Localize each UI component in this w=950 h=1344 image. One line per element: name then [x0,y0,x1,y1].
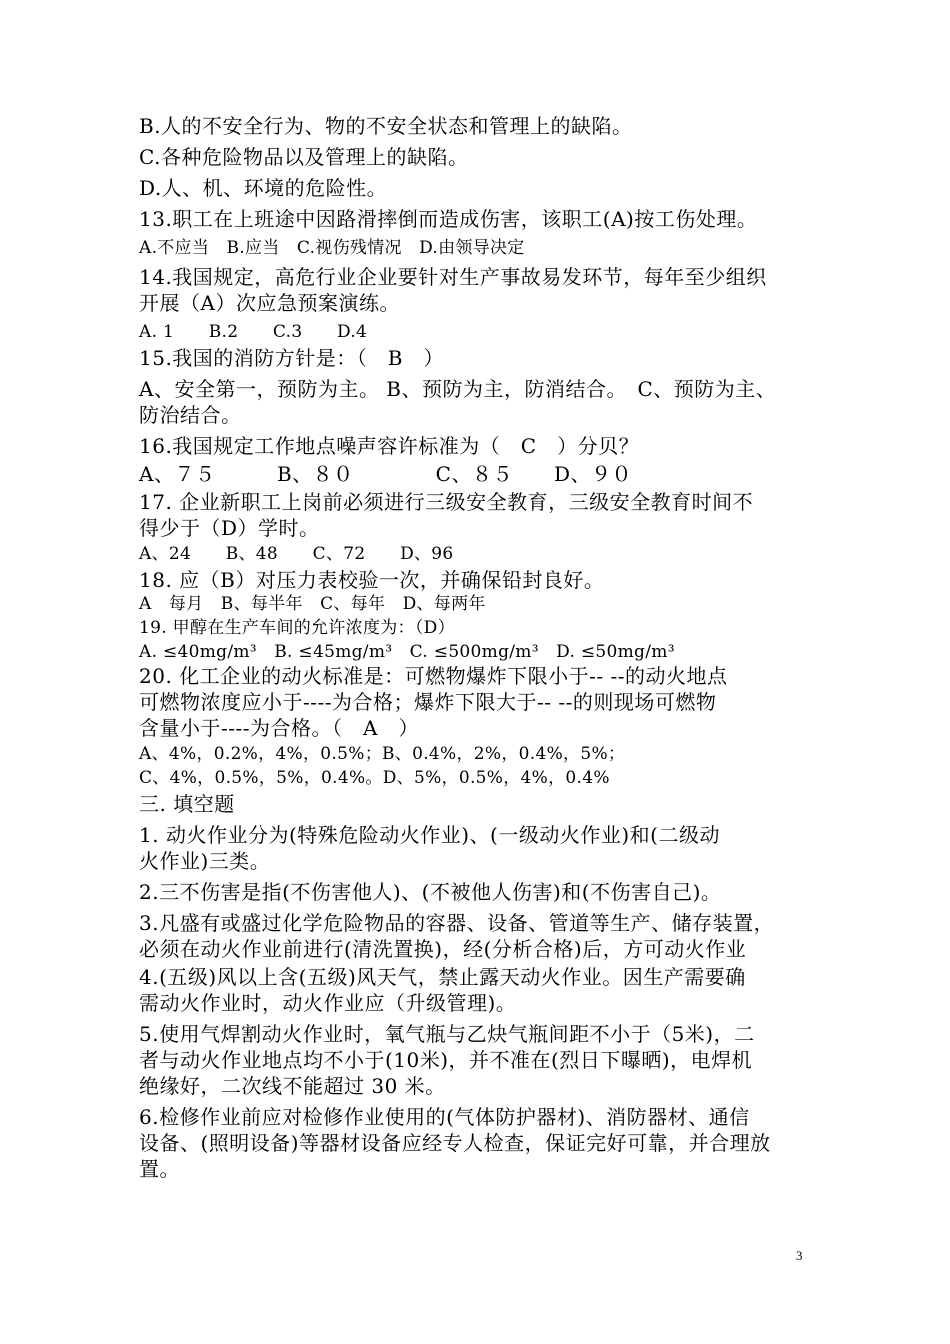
text-line: 防治结合。 [139,403,242,427]
text-line: A. 1 B.2 C.3 D.4 [139,322,368,342]
text-line: 20. 化工企业的动火标准是：可燃物爆炸下限小于-- --的动火地点 [139,664,728,688]
text-line: 开展（A）次应急预案演练。 [139,291,400,315]
text-line: 2.三不伤害是指(不伤害他人)、(不被他人伤害)和(不伤害自己)。 [139,880,722,904]
text-line: 4.(五级)风以上含(五级)风天气，禁止露天动火作业。因生产需要确 [139,965,746,989]
text-line: 设备、(照明设备)等器材设备应经专人检查，保证完好可靠，并合理放 [139,1131,771,1155]
text-line: 13.职工在上班途中因路滑摔倒而造成伤害，该职工(A)按工伤处理。 [139,207,758,231]
text-line: A、７５ B、８０ C、８５ D、９０ [139,462,632,486]
text-line: A. ≤40mg/m³ B. ≤45mg/m³ C. ≤500mg/m³ D. ≤50mg/m³ [139,642,675,662]
text-line: A.不应当 B.应当 C.视伤残情况 D.由领导决定 [139,238,525,258]
text-line: 绝缘好，二次线不能超过 30 米。 [139,1074,446,1098]
text-line: C.各种危险物品以及管理上的缺陷。 [139,145,469,169]
text-line: C、4%，0.5%，5%，0.4%。D、5%，0.5%，4%，0.4% [139,768,610,788]
text-line: 19. 甲醇在生产车间的允许浓度为：（D） [139,618,455,638]
text-line: 16.我国规定工作地点噪声容许标准为（ C ）分贝？ [139,434,640,458]
text-line: 3.凡盛有或盛过化学危险物品的容器、设备、管道等生产、储存装置， [139,911,775,935]
text-line: 火作业)三类。 [139,849,271,873]
text-line: 置。 [139,1157,180,1181]
section-heading: 三. 填空题 [139,792,235,816]
text-line: 5.使用气焊割动火作业时，氧气瓶与乙炔气瓶间距不小于（5米)，二 [139,1022,755,1046]
text-line: 1. 动火作业分为(特殊危险动火作业)、(一级动火作业)和(二级动 [139,823,720,847]
text-line: D.人、机、环境的危险性。 [139,176,388,200]
text-line: 者与动火作业地点均不小于(10米)，并不准在(烈日下曝晒)，电焊机 [139,1048,753,1072]
text-line: A、安全第一，预防为主。 B、预防为主，防消结合。 C、预防为主、 [139,377,777,401]
text-line: 含量小于----为合格。（ A ） [139,716,419,740]
text-line: 得少于（D）学时。 [139,516,320,540]
text-line: 需动火作业时，动火作业应（升级管理)。 [139,991,517,1015]
text-line: 17. 企业新职工上岗前必须进行三级安全教育，三级安全教育时间不 [139,490,754,514]
text-line: A、24 B、48 C、72 D、96 [139,544,454,564]
page-content [139,113,819,1182]
text-line: 15.我国的消防方针是：（ B ） [139,346,445,370]
text-line: A 每月 B、每半年 C、每年 D、每两年 [139,594,486,614]
text-line: 14.我国规定，高危行业企业要针对生产事故易发环节，每年至少组织 [139,265,767,289]
text-line: B.人的不安全行为、物的不安全状态和管理上的缺陷。 [139,114,633,138]
page-number: 3 [796,1248,803,1263]
text-line: 必须在动火作业前进行(清洗置换)，经(分析合格)后，方可动火作业 [139,937,747,961]
text-line: 可燃物浓度应小于----为合格；爆炸下限大于-- --的则现场可燃物 [139,690,717,714]
text-line: A、4%，0.2%，4%，0.5%；B、0.4%，2%，0.4%，5%； [139,744,626,764]
text-line: 6.检修作业前应对检修作业使用的(气体防护器材)、消防器材、通信 [139,1105,750,1129]
text-line: 18. 应（B）对压力表校验一次，并确保铅封良好。 [139,568,605,592]
